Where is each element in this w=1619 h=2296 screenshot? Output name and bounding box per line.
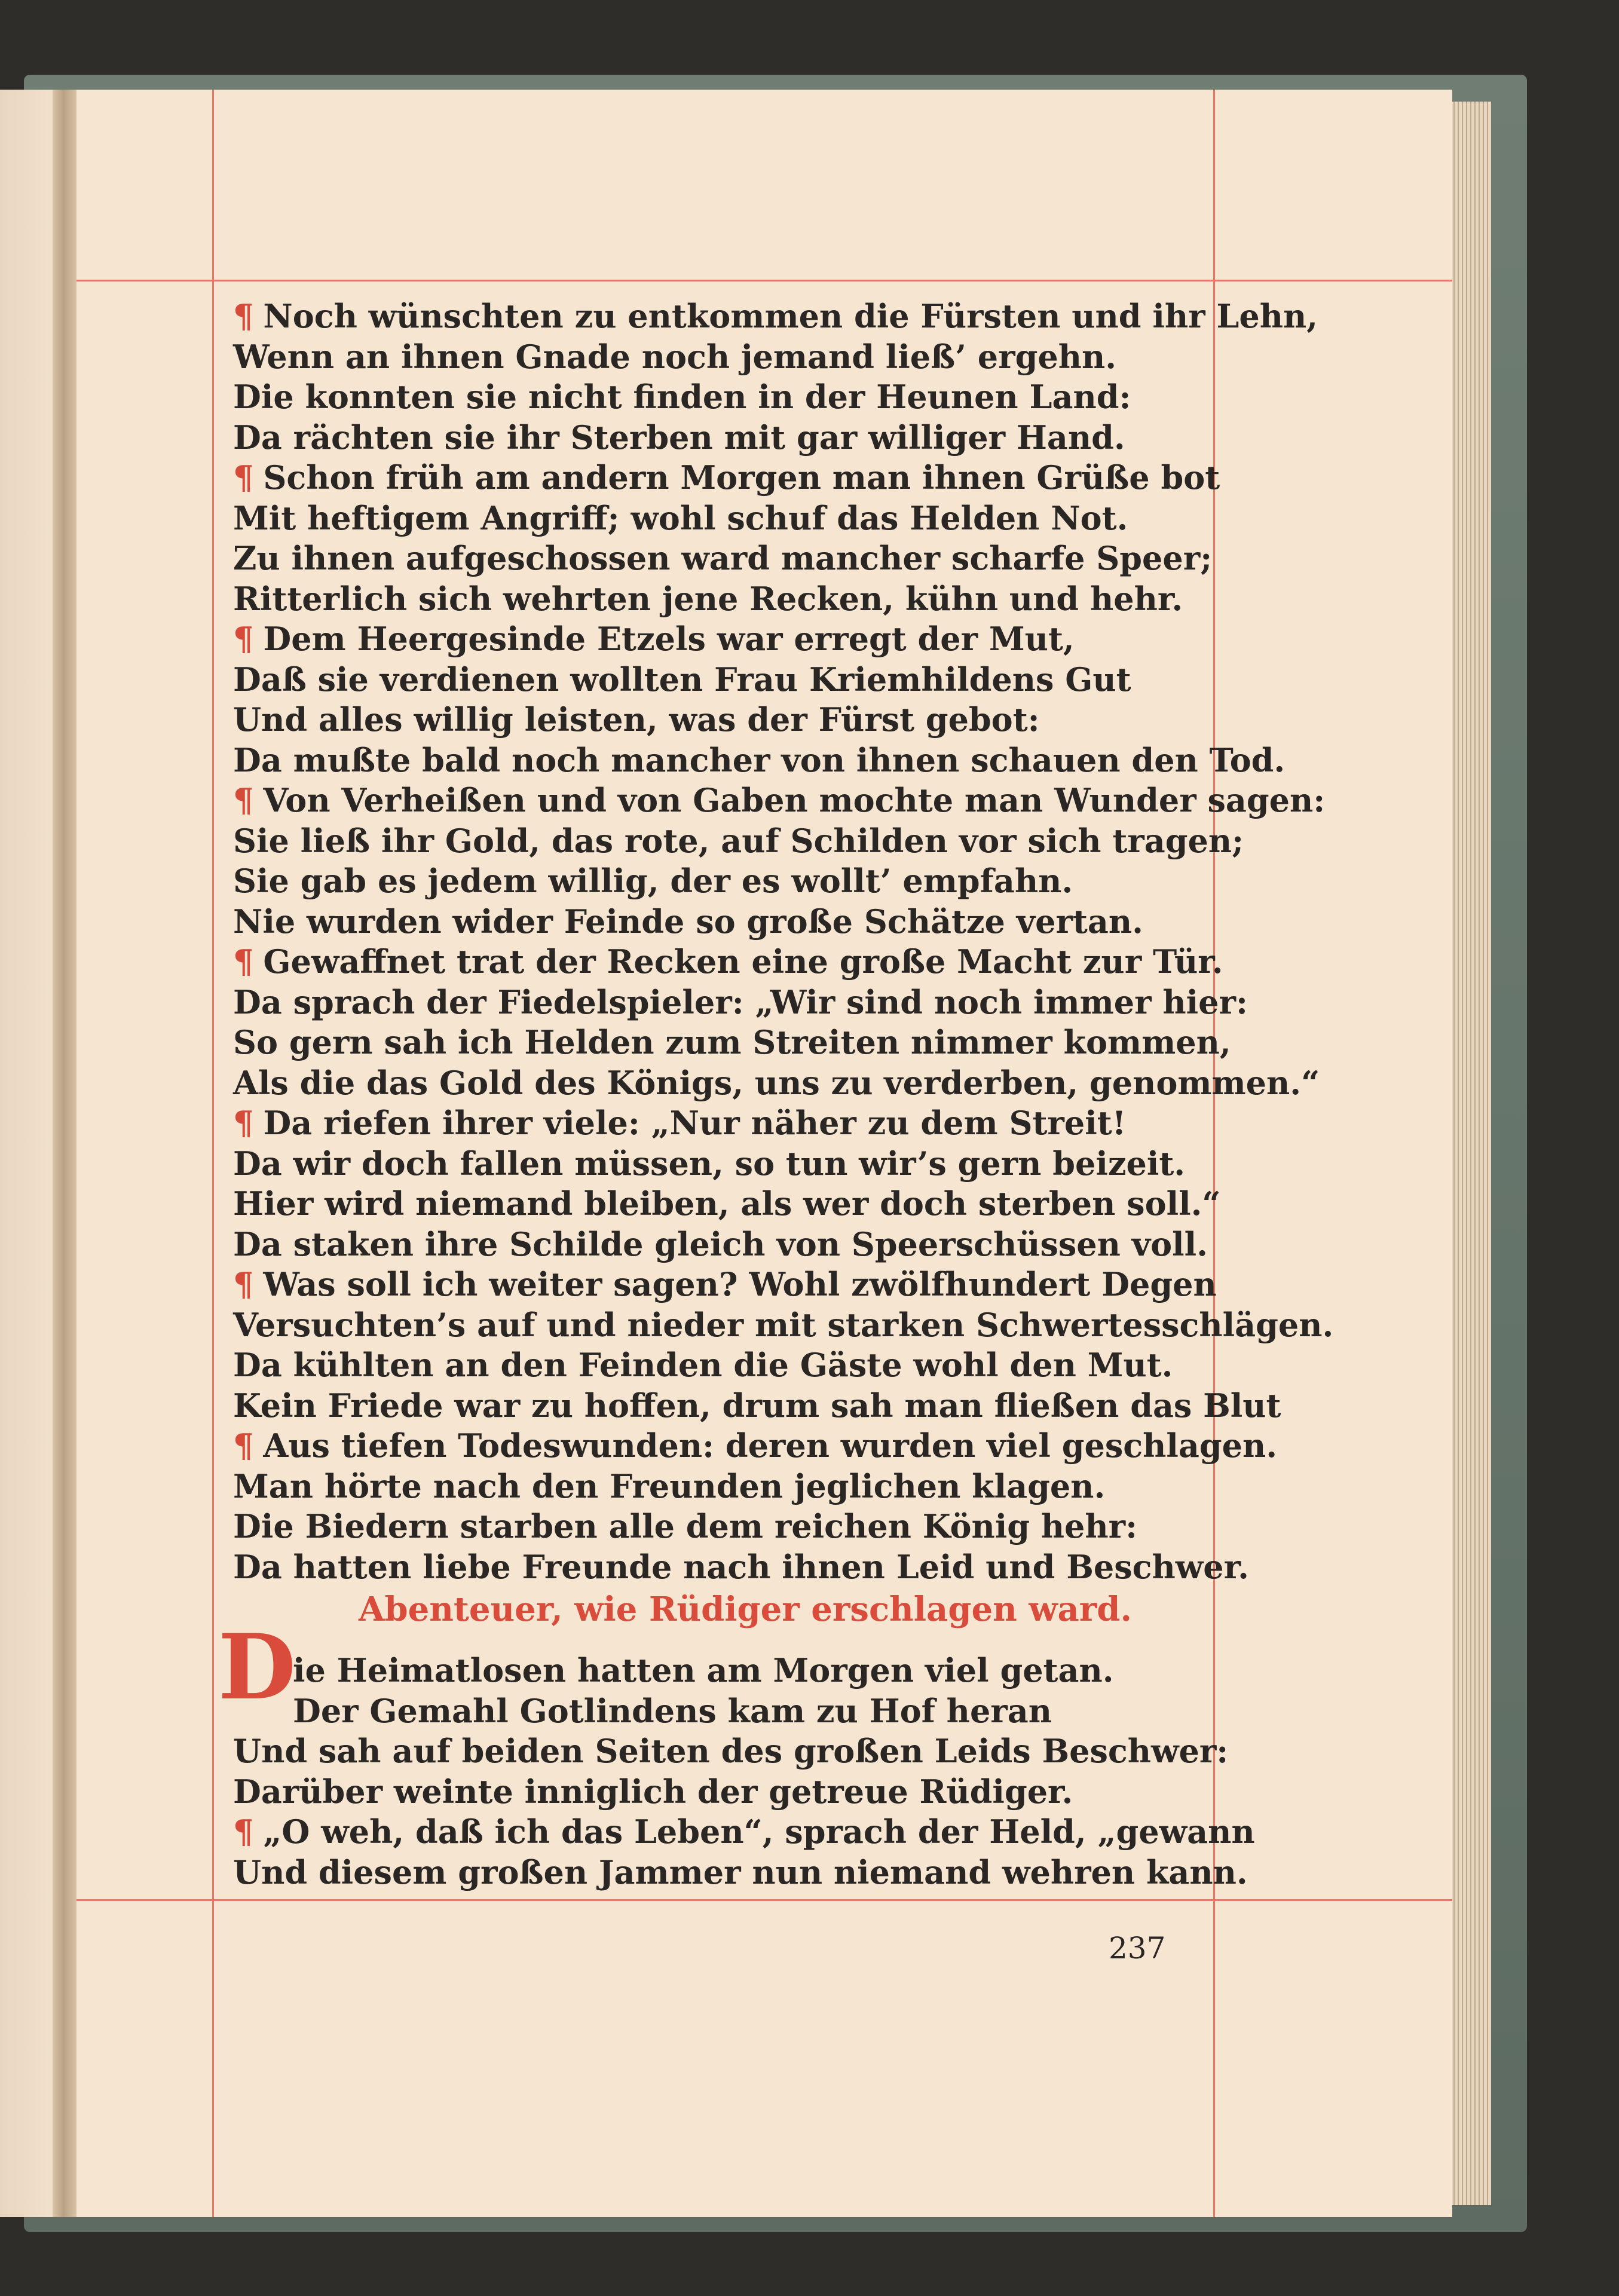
verse-line bbox=[233, 377, 1219, 418]
verse-text: Daß sie verdienen wollten Frau Kriemhildens Gut bbox=[233, 660, 1131, 699]
verse-line bbox=[233, 498, 1219, 539]
verse-line bbox=[233, 1853, 1248, 1893]
verse-line bbox=[233, 296, 1318, 337]
chapter-heading: Abenteuer, wie Rüdiger erschlagen ward. bbox=[359, 1590, 1132, 1629]
verse-text: Darüber weinte inniglich der getreue Rüdiger. bbox=[233, 1772, 1073, 1811]
verse-line bbox=[233, 1691, 1219, 1732]
verse-text: Die Biedern starben alle dem reichen König hehr: bbox=[233, 1507, 1138, 1545]
verse-text: Dem Heergesinde Etzels war erregt der Mut, bbox=[263, 620, 1075, 658]
verse-text: Da riefen ihrer viele: „Nur näher zu dem Streit! bbox=[263, 1104, 1127, 1142]
verse-text: Als die das Gold des Königs, uns zu verderben, genommen.“ bbox=[233, 1063, 1320, 1102]
verse-text: Da kühlten an den Feinden die Gäste wohl den Mut. bbox=[233, 1346, 1173, 1384]
verse-line bbox=[233, 337, 1219, 378]
verse-line bbox=[233, 942, 1223, 982]
pilcrow-mark: ¶ bbox=[233, 1104, 254, 1142]
verse-text: Da hatten liebe Freunde nach ihnen Leid und Beschwer. bbox=[233, 1547, 1249, 1586]
verse-line bbox=[233, 1345, 1219, 1386]
verse-line bbox=[233, 1812, 1255, 1853]
verse-block-bottom bbox=[233, 1651, 1255, 1893]
verse-line bbox=[233, 458, 1219, 498]
pilcrow-mark: ¶ bbox=[233, 1813, 254, 1851]
verse-text: Zu ihnen aufgeschossen ward mancher scharfe Speer; bbox=[233, 539, 1213, 577]
verse-text: Aus tiefen Todeswunden: deren wurden viel geschlagen. bbox=[263, 1426, 1278, 1465]
verse-line bbox=[233, 740, 1286, 781]
verse-line bbox=[233, 1731, 1229, 1772]
verse-text: Und alles willig leisten, was der Fürst gebot: bbox=[233, 700, 1040, 739]
verse-text: Und diesem großen Jammer nun niemand wehren kann. bbox=[233, 1853, 1248, 1891]
verse-text: Nie wurden wider Feinde so große Schätze vertan. bbox=[233, 902, 1143, 941]
verse-line bbox=[233, 1063, 1320, 1104]
verse-line bbox=[233, 1103, 1219, 1144]
verse-text: So gern sah ich Helden zum Streiten nimmer kommen, bbox=[233, 1023, 1231, 1061]
verse-line bbox=[233, 1224, 1219, 1265]
verse-text: Wenn an ihnen Gnade noch jemand ließ’ ergehn. bbox=[233, 337, 1117, 376]
margin-rule-left bbox=[212, 90, 214, 2217]
verse-text: „O weh, daß ich das Leben“, sprach der Held, „gewann bbox=[263, 1813, 1255, 1851]
verse-line bbox=[233, 660, 1219, 700]
pilcrow-mark: ¶ bbox=[233, 1265, 254, 1303]
verse-text: Kein Friede war zu hoffen, drum sah man fließen das Blut bbox=[233, 1386, 1281, 1425]
verse-line bbox=[233, 1386, 1281, 1426]
verse-text: Da rächten sie ihr Sterben mit gar williger Hand. bbox=[233, 418, 1125, 457]
verse-line bbox=[233, 1651, 1219, 1691]
verse-line bbox=[233, 1023, 1231, 1063]
verse-line bbox=[233, 1772, 1219, 1813]
pilcrow-mark: ¶ bbox=[233, 942, 254, 981]
page-edges bbox=[1446, 102, 1491, 2205]
verse-line bbox=[233, 538, 1219, 579]
verse-text: Versuchten’s auf und nieder mit starken Schwertesschlägen. bbox=[233, 1305, 1334, 1344]
drop-cap: D bbox=[218, 1615, 296, 1720]
verse-line bbox=[233, 982, 1248, 1023]
verse-text: Schon früh am andern Morgen man ihnen Grüße bot bbox=[263, 458, 1220, 497]
pilcrow-mark: ¶ bbox=[233, 781, 254, 819]
pilcrow-mark: ¶ bbox=[233, 458, 254, 497]
margin-rule-bottom bbox=[66, 1899, 1452, 1901]
verse-line bbox=[233, 1507, 1219, 1547]
verse-line bbox=[233, 1184, 1219, 1224]
verse-line bbox=[233, 1547, 1249, 1588]
verse-line bbox=[233, 579, 1219, 620]
verse-line bbox=[233, 780, 1326, 821]
verse-text: Was soll ich weiter sagen? Wohl zwölfhundert Degen bbox=[263, 1265, 1217, 1303]
verse-text: Ritterlich sich wehrten jene Recken, kühn und hehr. bbox=[233, 579, 1183, 618]
verse-text: Da mußte bald noch mancher von ihnen schauen den Tod. bbox=[233, 740, 1286, 779]
verse-line bbox=[233, 1467, 1219, 1507]
verse-text: Sie ließ ihr Gold, das rote, auf Schilden vor sich tragen; bbox=[233, 821, 1244, 860]
verse-text: Mit heftigem Angriff; wohl schuf das Helden Not. bbox=[233, 498, 1128, 537]
pilcrow-mark: ¶ bbox=[233, 297, 254, 335]
verse-text: Hier wird niemand bleiben, als wer doch sterben soll.“ bbox=[233, 1184, 1221, 1223]
verse-text: Man hörte nach den Freunden jeglichen klagen. bbox=[233, 1467, 1106, 1505]
verse-text: Von Verheißen und von Gaben mochte man Wunder sagen: bbox=[263, 781, 1326, 819]
verse-line bbox=[233, 418, 1219, 458]
verse-line bbox=[233, 902, 1219, 942]
verse-text: Da staken ihre Schilde gleich von Speerschüssen voll. bbox=[233, 1224, 1208, 1263]
verse-text: Der Gemahl Gotlindens kam zu Hof heran bbox=[293, 1691, 1052, 1730]
verse-text: Die konnten sie nicht finden in der Heunen Land: bbox=[233, 378, 1131, 416]
verse-text: Da sprach der Fiedelspieler: „Wir sind noch immer hier: bbox=[233, 982, 1248, 1021]
verse-line bbox=[233, 821, 1244, 862]
verse-line bbox=[233, 1305, 1334, 1346]
verse-text: Da wir doch fallen müssen, so tun wir’s gern beizeit. bbox=[233, 1144, 1186, 1183]
page-number: 237 bbox=[1109, 1931, 1166, 1966]
verse-line bbox=[233, 1265, 1219, 1305]
pilcrow-mark: ¶ bbox=[233, 1426, 254, 1465]
book-gutter bbox=[53, 90, 76, 2217]
verse-text: Gewaffnet trat der Recken eine große Macht zur Tür. bbox=[263, 942, 1223, 981]
margin-rule-top bbox=[66, 280, 1452, 281]
verse-text: Sie gab es jedem willig, der es wollt’ empfahn. bbox=[233, 862, 1073, 900]
verse-line bbox=[233, 619, 1219, 660]
verse-text: Noch wünschten zu entkommen die Fürsten und ihr Lehn, bbox=[263, 297, 1318, 335]
verse-line bbox=[233, 1426, 1278, 1467]
verse-line bbox=[233, 1144, 1219, 1184]
verse-text: Und sah auf beiden Seiten des großen Leids Beschwer: bbox=[233, 1732, 1229, 1770]
verse-line bbox=[233, 861, 1219, 902]
verse-line bbox=[233, 700, 1219, 740]
verse-text: ie Heimatlosen hatten am Morgen viel getan. bbox=[293, 1651, 1114, 1689]
verse-block-top bbox=[233, 296, 1334, 1587]
pilcrow-mark: ¶ bbox=[233, 620, 254, 658]
